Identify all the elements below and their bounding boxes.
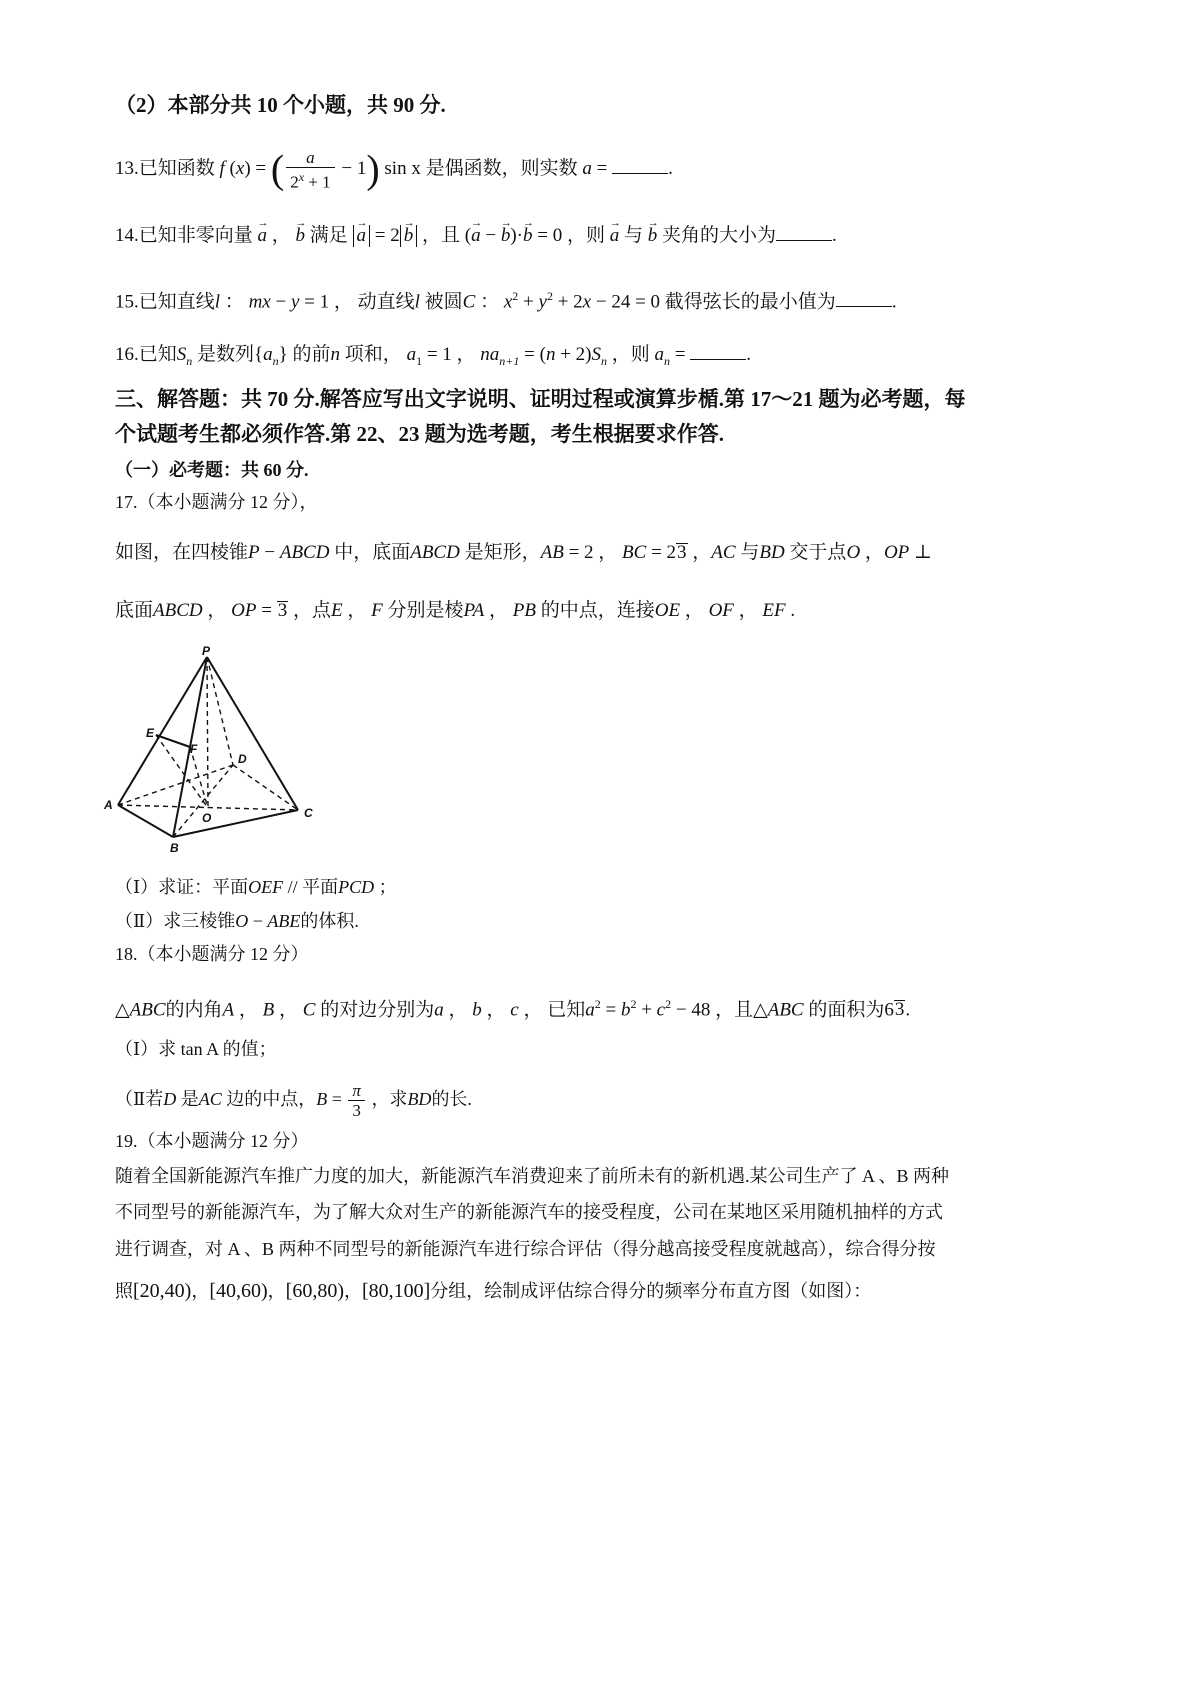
q19-line2: 不同型号的新能源汽车，为了解大众对生产的新能源汽车的接受程度，公司在某地区采用随机抽样的方式	[115, 1202, 943, 1222]
question-13: 13.已知函数 f (x) = ( $\frac{a}{2^x + 1}$ − 1) sin x 是偶函数，则实数 a = .	[115, 146, 673, 192]
interval-4: [80,100]	[361, 1280, 431, 1302]
q18-part1: （Ⅰ）求 tan A 的值；	[115, 1039, 277, 1059]
question-14: 14.已知非零向量 → a ， → b 满足 → a = 2→ b ，且 (→ a − → b)·→ b = 0 ，则 → a 与 → b 夹角的大小为 .	[115, 222, 1100, 249]
q19-title: 19.（本小题满分 12 分）	[115, 1131, 309, 1151]
question-15: 15.已知直线l ： mx − y = 1 ， 动直线l 被圆C ： $x^2 + y^2 + 2x - 24 = 0$ 截得弦长的最小值为 .	[115, 289, 897, 313]
q17-line1: 如图，在四棱锥P − ABCD 中，底面ABCD 是矩形，AB = 2 ， BC = 23 ，AC 与BD 交于点O ，OP ⊥	[115, 542, 932, 563]
q13-prefix: 13.已知函数	[115, 158, 215, 179]
q17-title: 17.（本小题满分 12 分），	[115, 492, 318, 512]
label-A: A	[104, 798, 113, 812]
segment-PO	[207, 657, 208, 808]
edge-AB	[118, 805, 173, 837]
segment-OE	[156, 735, 208, 808]
segment-EF	[156, 735, 190, 747]
q19-line1: 随着全国新能源汽车推广力度的加大，新能源汽车消费迎来了前所未有的新机遇.某公司生产了 A 、B 两种	[115, 1166, 950, 1186]
segment-OF	[190, 747, 208, 808]
label-C: C	[304, 806, 313, 820]
q18-title: 18.（本小题满分 12 分）	[115, 944, 309, 964]
label-P: P	[202, 645, 211, 658]
q16-answer-blank	[690, 341, 746, 360]
question-16: 16.已知$S_n$ 是数列$\{a_n\}$ 的前n 项和， $a_1 = 1$ ， $na_{n+1} = (n + 2)S_n$ ，则 $a_n$ = .	[115, 341, 1100, 374]
interval-1: [20,40)	[133, 1280, 192, 1302]
label-E: E	[146, 726, 155, 740]
part3-line1: 三、解答题：共 70 分.解答应写出文字说明、证明过程或演算步楯.第 17～21 题为必考题，每	[115, 387, 966, 411]
q13-answer-blank	[612, 155, 668, 174]
label-O: O	[202, 811, 212, 825]
q17-part2: （Ⅱ）求三棱锥O − ABE的体积.	[115, 911, 359, 931]
q18-line1: △ABC的内角A ， B ， C 的对边分别为a ， b ， c ， 已知$a^2 = b^2 + c^2 - 48$ ，且△ABC 的面积为63.	[115, 997, 911, 1021]
pyramid-figure	[100, 645, 340, 865]
label-F: F	[190, 742, 198, 756]
edge-PD	[207, 657, 233, 765]
q15-answer-blank	[836, 288, 892, 307]
q17-part1: （Ⅰ）求证：平面OEF // 平面PCD ；	[115, 877, 397, 897]
interval-3: [60,80)	[285, 1280, 344, 1302]
section-header: （2）本部分共 10 个小题，共 90 分.	[115, 93, 446, 117]
label-D: D	[238, 752, 247, 766]
part3-line2: 个试题考生都必须作答.第 22、23 题为选考题，考生根据要求作答.	[115, 422, 724, 446]
interval-2: [40,60)	[209, 1280, 268, 1302]
part3-sub: （一）必考题：共 60 分.	[115, 460, 309, 480]
q17-line2: 底面ABCD ， OP = 3 ，点E ， F 分别是棱PA ， PB 的中点，连接OE ， OF ， EF .	[115, 600, 796, 621]
q19-line3: 进行调查，对 A 、B 两种不同型号的新能源汽车进行综合评估（得分越高接受程度就越高），综合得分按	[115, 1239, 936, 1259]
q18-part2: （Ⅱ若D 是AC 边的中点，B = $\frac{\pi}{3}$ ，求BD的长.	[115, 1081, 472, 1121]
edge-PC	[207, 657, 298, 810]
q13-middle: sin x 是偶函数，则实数	[384, 158, 578, 179]
q14-answer-blank	[776, 222, 832, 241]
label-B: B	[170, 841, 179, 855]
edge-DC	[233, 765, 298, 810]
q19-line4: 照[20,40)，[40,60)，[60,80)，[80,100]分组，绘制成评估综合得分的频率分布直方图（如图）：	[115, 1280, 872, 1302]
